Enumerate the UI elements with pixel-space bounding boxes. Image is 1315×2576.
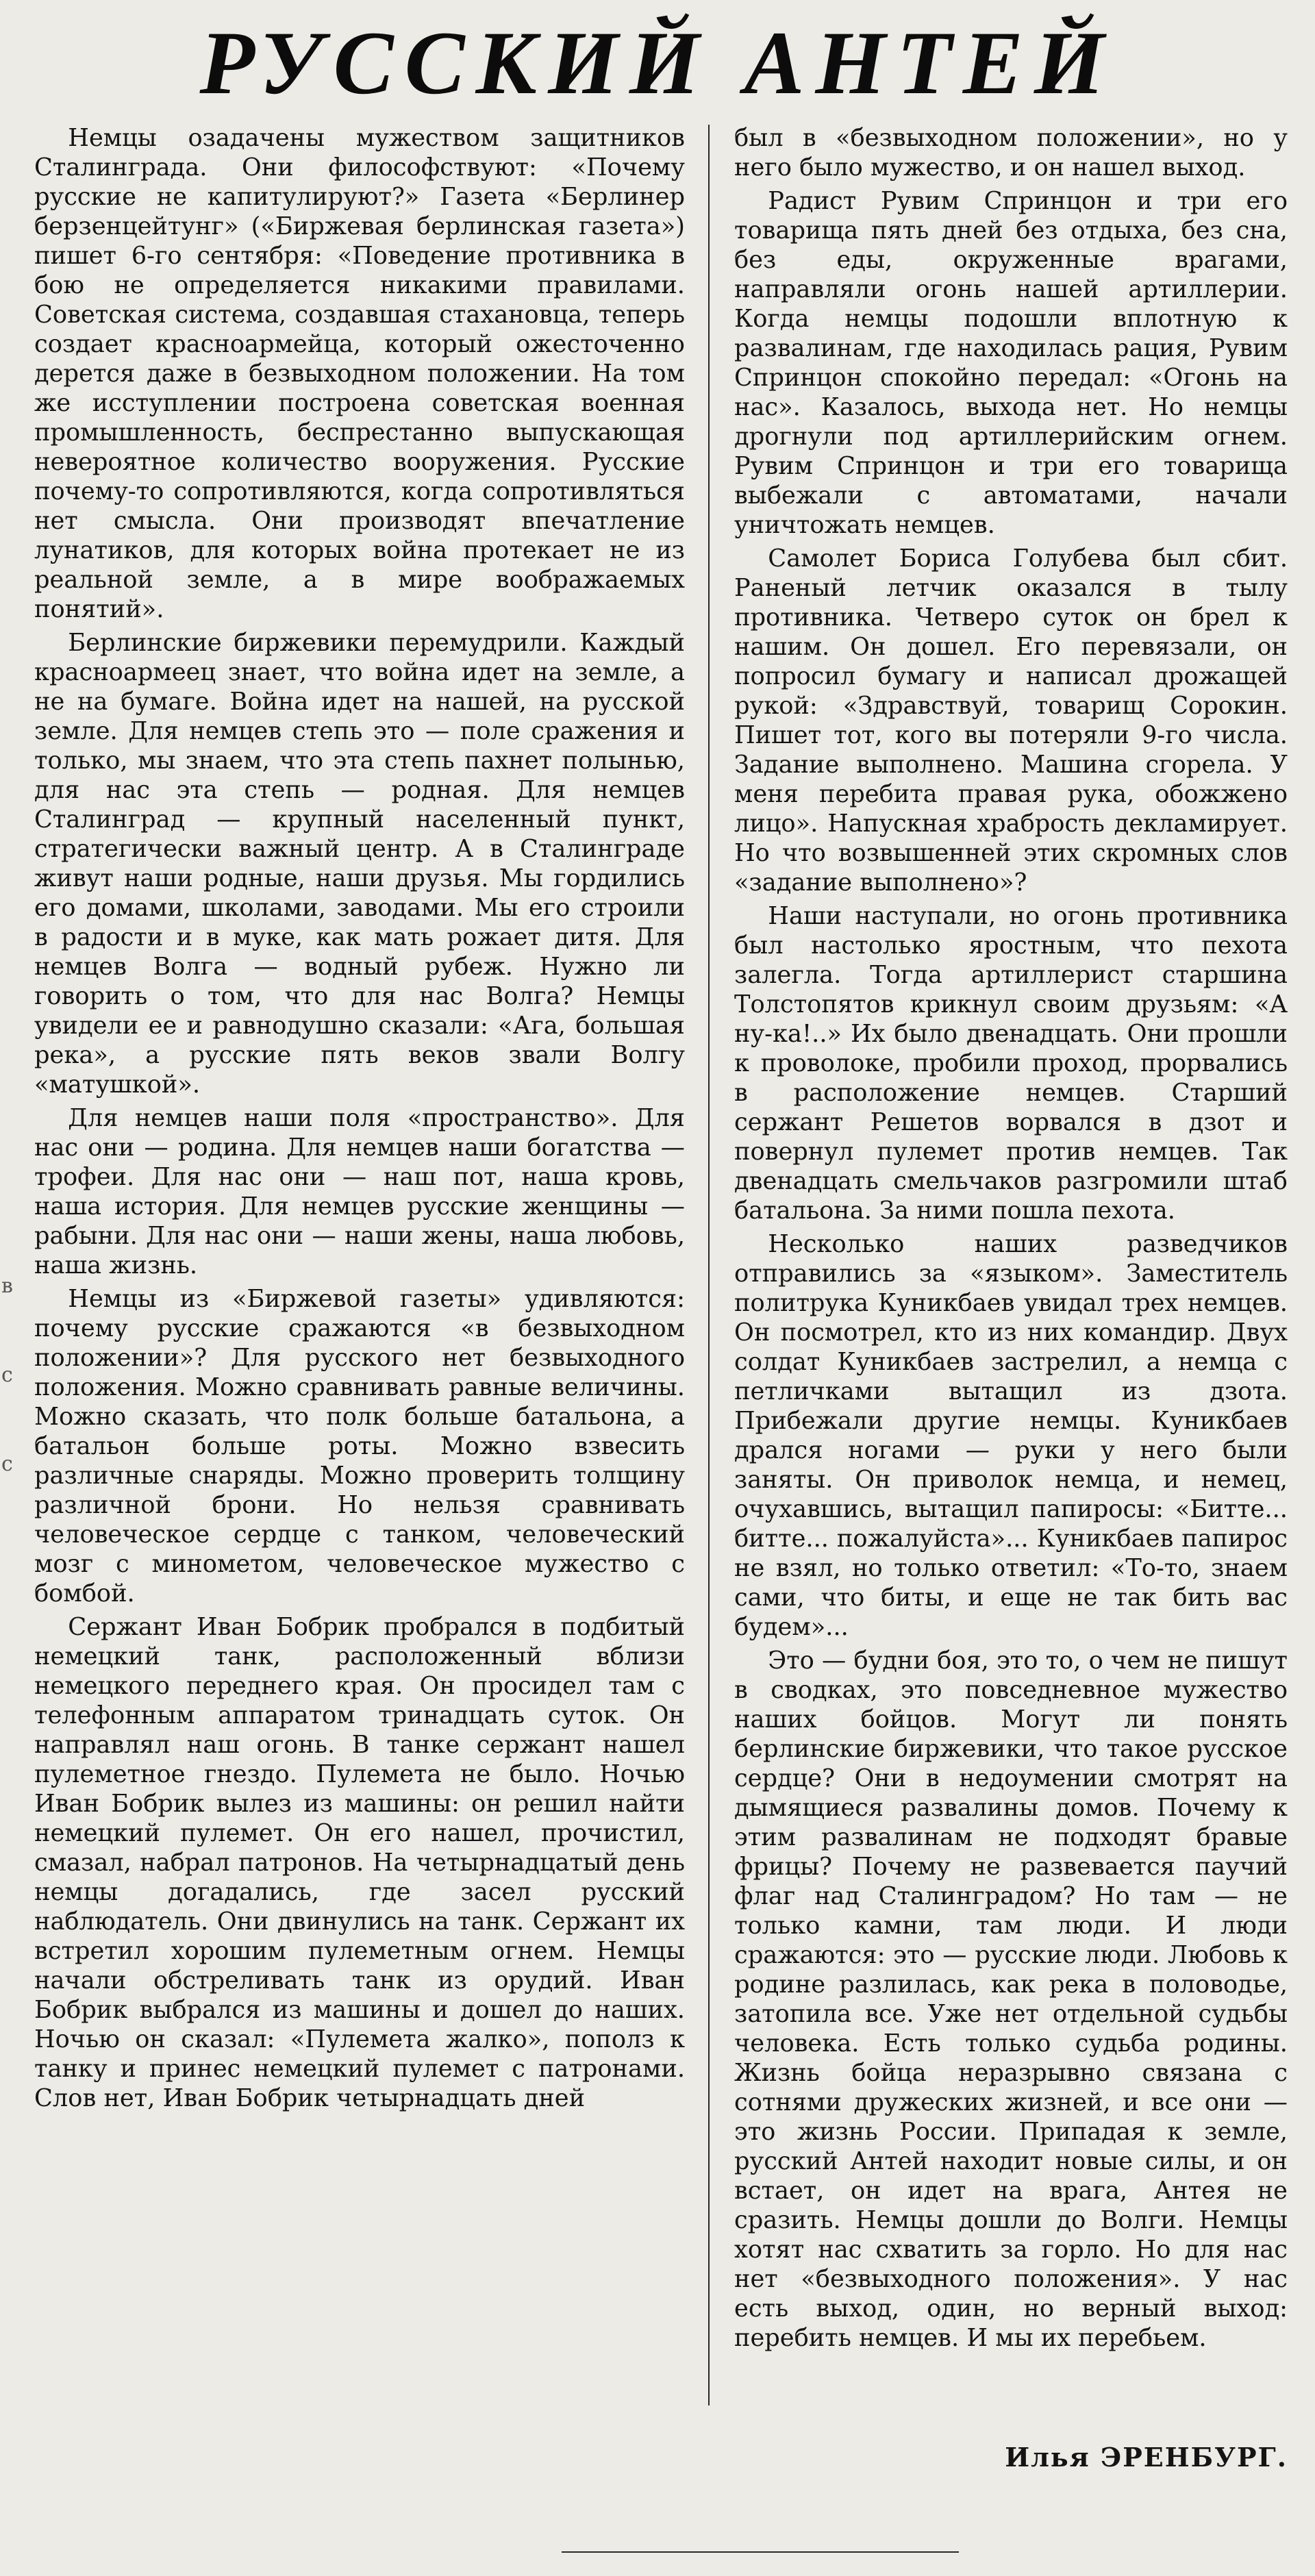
paragraph: Это — будни боя, это то, о чем не пишут в сводках, это повседневное мужество наших бойцов. Могут ли понять берлинские биржевики, что такое русское сердце? Они в недоумении смотрят на дымящиеся развалины домов. Почему к этим развалинам не подходят бравые фрицы? Почему не развевается паучий флаг над Сталинградом? Но там — не только камни, там люди. И люди сражаются: это — русские люди. Любовь к родине разлилась, как река в половодье, затопила все. Уже нет отдельной судьбы человека. Есть только судьба родины. Жизнь бойца неразрывно связана с сотнями дружеских жизней, и все они — это жизнь России. Припадая к земле, русский Антей находит новые силы, и он встает, он идет на врага, Антея не сразить. Немцы дошли до Волги. Немцы хотят нас схватить за горло. Но для нас нет «безвыходного положения». У нас есть выход, один, но верный выход: перебить немцев. И мы их перебьем. [734,1647,1288,2352]
margin-mark: с [1,1363,13,1387]
paragraph: Несколько наших разведчиков отправились за «языком». Заместитель политрука Куникбаев увидал трех немцев. Он посмотрел, кто из них командир. Двух солдат Куникбаев застрелил, а немца с петличками вытащил из дзота. Прибежали другие немцы. Куникбаев дрался ногами — руки у него были заняты. Он приволок немца, и немец, очухавшись, вытащил папиросы: «Битте... битте... пожалуйста»... Куникбаев папирос не взял, но только ответил: «То-то, знаем сами, что биты, и еще не так бить вас будем»... [734,1230,1288,1641]
paragraph: Самолет Бориса Голубева был сбит. Раненый летчик оказался в тылу противника. Четверо суток он брел к нашим. Он дошел. Его перевязали, он попросил бумагу и написал дрожащей рукой: «Здравствуй, товарищ Сорокин. Пишет тот, кого вы потеряли 9-го числа. Задание выполнено. Машина сгорела. У меня перебита правая рука, обожжено лицо». Напускная храбрость декламирует. Но что возвышенней этих скромных слов «задание выполнено»? [734,545,1288,897]
paragraph: Радист Рувим Спринцон и три его товарища пять дней без отдыха, без сна, без еды, окруженные врагами, направляли огонь нашей артиллерии. Когда немцы подошли вплотную к развалинам, где находилась рация, Рувим Спринцон спокойно передал: «Огонь на нас». Казалось, выхода нет. Но немцы дрогнули под артиллерийским огнем. Рувим Спринцон и три его товарища выбежали с автоматами, начали уничтожать немцев. [734,187,1288,539]
paragraph: Берлинские биржевики перемудрили. Каждый красноармеец знает, что война идет на земле, а не на бумаге. Война идет на нашей, на русской земле. Для немцев степь это — поле сражения и только, мы знаем, что эта степь пахнет полынью, для нас эта степь — родная. Для немцев Сталинград — крупный населенный пункт, стратегически важный центр. А в Сталинграде живут наши родные, наши друзья. Мы гордились его домами, школами, заводами. Мы его строили в радости и в муке, как мать рожает дитя. Для немцев Волга — водный рубеж. Нужно ли говорить о том, что для нас Волга? Немцы увидели ее и равнодушно сказали: «Ага, большая река», а русские пять веков звали Волгу «матушкой». [34,629,685,1099]
author-signature: Илья ЭРЕНБУРГ. [1005,2442,1288,2473]
margin-mark: с [1,1452,13,1476]
column-divider [708,125,710,2405]
paragraph: Немцы из «Биржевой газеты» удивляются: почему русские сражаются «в безвыходном положении»? Для русского нет безвыходного положения. Можно сравнивать равные величины. Можно сказать, что полк больше батальона, а батальон больше роты. Можно взвесить различные снаряды. Можно проверить толщину различной брони. Но нельзя сравнивать человеческое сердце с танком, человеческий мозг с минометом, человеческое мужество с бомбой. [34,1285,685,1608]
paragraph: Наши наступали, но огонь противника был настолько яростным, что пехота залегла. Тогда артиллерист старшина Толстопятов крикнул своим друзьям: «А ну-ка!..» Их было двенадцать. Они прошли к проволоке, пробили проход, прорвались в расположение немцев. Старший сержант Решетов ворвался в дзот и повернул пулемет против немцев. Так двенадцать смельчаков разгромили штаб батальона. За ними пошла пехота. [734,902,1288,1225]
margin-mark: в [1,1274,13,1298]
left-column [34,123,685,2466]
paragraph: Для немцев наши поля «пространство». Для нас они — родина. Для немцев наши богатства — трофеи. Для нас они — наш пот, наша кровь, наша история. Для немцев русские женщины — рабыни. Для нас они — наши жены, наша любовь, наша жизнь. [34,1104,685,1279]
article-title: РУССКИЙ АНТЕЙ [199,12,1116,113]
bottom-rule [562,2551,959,2553]
paragraph: Сержант Иван Бобрик пробрался в подбитый немецкий танк, расположенный вблизи немецкого переднего края. Он просидел там с телефонным аппаратом тринадцать суток. Он направлял наш огонь. В танке сержант нашел пулеметное гнездо. Пулемета не было. Ночью Иван Бобрик вылез из машины: он решил найти немецкий пулемет. Он его нашел, прочистил, смазал, набрал патронов. На четырнадцатый день немцы догадались, где засел русский наблюдатель. Они двинулись на танк. Сержант их встретил хорошим пулеметным огнем. Немцы начали обстреливать танк из орудий. Иван Бобрик выбрался из машины и дошел до наших. Ночью он сказал: «Пулемета жалко», пополз к танку и принес немецкий пулемет с патронами. Слов нет, Иван Бобрик четырнадцать дней [34,1613,685,2112]
right-column [734,123,1288,2384]
paragraph: Немцы озадачены мужеством защитников Сталинграда. Они философствуют: «Почему русские не капитулируют?» Газета «Берлинер берзенцейтунг» («Биржевая берлинская газета») пишет 6-го сентября: «Поведение противника в бою не определяется никакими правилами. Советская система, создавшая стахановца, теперь создает красноармейца, который ожесточенно дерется даже в безвыходном положении. На том же исступлении построена советская военная промышленность, беспрестанно выпускающая невероятное количество вооружения. Русские почему-то сопротивляются, когда сопротивляться нет смысла. Они производят впечатление лунатиков, для которых война протекает не из реальной земле, а в мире воображаемых понятий». [34,124,685,623]
paragraph-continued: был в «безвыходном положении», но у него было мужество, и он нашел выход. [734,124,1288,182]
